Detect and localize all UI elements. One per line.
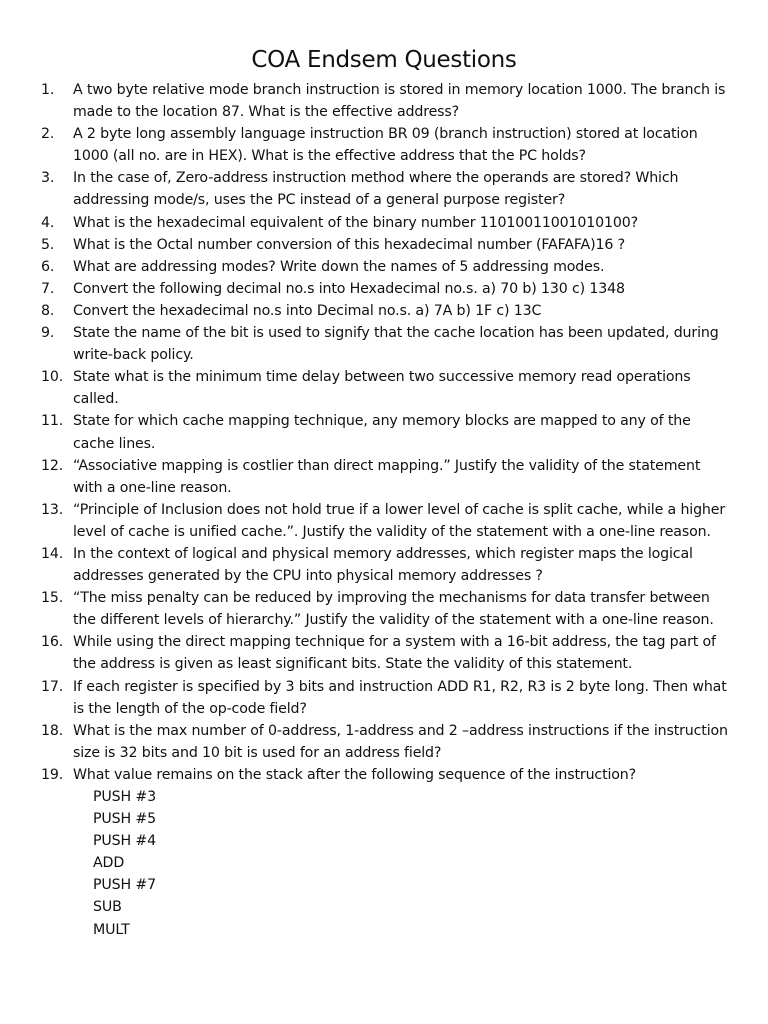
question-number: 1. bbox=[41, 82, 55, 98]
question-text: What value remains on the stack after the following sequence of the instruction? bbox=[73, 766, 637, 783]
question-number: 16. bbox=[41, 634, 64, 651]
question-item bbox=[41, 123, 731, 167]
question-number: 5. bbox=[41, 236, 55, 253]
question-item bbox=[41, 543, 731, 587]
question-number: 8. bbox=[41, 302, 55, 319]
question-number: 3. bbox=[41, 170, 55, 187]
instruction-line: PUSH #4 bbox=[93, 833, 156, 850]
question-text: State what is the minimum time delay between two successive memory read operations called. bbox=[73, 369, 691, 408]
question-number: 2. bbox=[41, 126, 55, 143]
question-text: What is the max number of 0-address, 1-address and 2 –address instructions if the instruction size is 32 bits and 10 bit is used for an address field? bbox=[73, 722, 728, 761]
question-number: 12. bbox=[41, 457, 64, 474]
question-number: 19. bbox=[41, 766, 64, 783]
question-item bbox=[41, 366, 731, 410]
question-text: What is the Octal number conversion of this hexadecimal number (FAFAFA)16 ? bbox=[73, 236, 625, 253]
question-text: Convert the hexadecimal no.s into Decimal no.s. a) 7A b) 1F c) 13C bbox=[73, 302, 542, 319]
question-number: 11. bbox=[41, 413, 64, 430]
question-text: While using the direct mapping technique for a system with a 16-bit address, the tag part of the address is given as least significant bits. State the validity of this statement. bbox=[73, 634, 716, 673]
question-item bbox=[41, 455, 731, 499]
question-text: What are addressing modes? Write down the names of 5 addressing modes. bbox=[73, 258, 605, 275]
question-item bbox=[41, 234, 731, 256]
question-text: Convert the following decimal no.s into Hexadecimal no.s. a) 70 b) 130 c) 1348 bbox=[73, 280, 625, 297]
instruction-line: MULT bbox=[93, 921, 130, 938]
question-text: What is the hexadecimal equivalent of the binary number 11010011001010100? bbox=[73, 214, 639, 231]
question-item bbox=[41, 256, 731, 278]
question-text: In the case of, Zero-address instruction method where the operands are stored? Which addressing mode/s, uses the PC instead of a general purpose register? bbox=[73, 170, 679, 209]
question-number: 13. bbox=[41, 501, 64, 518]
instruction-line: PUSH #7 bbox=[93, 877, 156, 894]
instruction-sequence bbox=[73, 786, 731, 941]
question-item bbox=[41, 300, 731, 322]
question-number: 7. bbox=[41, 280, 55, 297]
question-item bbox=[41, 499, 731, 543]
instruction-line: ADD bbox=[93, 855, 125, 872]
question-item bbox=[41, 587, 731, 631]
question-item bbox=[41, 720, 731, 764]
question-list bbox=[41, 79, 731, 941]
question-item bbox=[41, 410, 731, 454]
question-item bbox=[41, 212, 731, 234]
question-text: A 2 byte long assembly language instruction BR 09 (branch instruction) stored at location 1000 (all no. are in HEX). What is the effective address that the PC holds? bbox=[73, 126, 698, 165]
question-item bbox=[41, 278, 731, 300]
question-text: State for which cache mapping technique, any memory blocks are mapped to any of the cache lines. bbox=[73, 413, 691, 452]
instruction-line: PUSH #3 bbox=[93, 789, 156, 805]
question-number: 14. bbox=[41, 545, 64, 562]
question-text: “Principle of Inclusion does not hold true if a lower level of cache is split cache, while a higher level of cache is unified cache.”. Justify the validity of the statement with a one-line reason. bbox=[73, 501, 726, 540]
question-item bbox=[41, 167, 731, 211]
question-text: “Associative mapping is costlier than direct mapping.” Justify the validity of the statement with a one-line reason. bbox=[73, 457, 701, 496]
question-number: 10. bbox=[41, 369, 64, 386]
instruction-line: SUB bbox=[93, 899, 122, 916]
question-text: State the name of the bit is used to signify that the cache location has been updated, during write-back policy. bbox=[73, 325, 719, 364]
question-number: 4. bbox=[41, 214, 55, 231]
question-item bbox=[41, 764, 731, 941]
question-number: 18. bbox=[41, 722, 64, 739]
question-text: A two byte relative mode branch instruction is stored in memory location 1000. The branch is made to the location 87. What is the effective address? bbox=[73, 82, 726, 121]
document-title: COA Endsem Questions bbox=[251, 47, 517, 73]
question-text: In the context of logical and physical memory addresses, which register maps the logical addresses generated by the CPU into physical memory addresses ? bbox=[73, 545, 693, 585]
question-text: If each register is specified by 3 bits and instruction ADD R1, R2, R3 is 2 byte long. Then what is the length of the op-code field? bbox=[73, 678, 727, 717]
question-number: 17. bbox=[41, 678, 64, 695]
question-number: 9. bbox=[41, 325, 55, 342]
question-item bbox=[41, 676, 731, 720]
question-number: 6. bbox=[41, 258, 55, 275]
question-number: 15. bbox=[41, 590, 64, 607]
instruction-line: PUSH #5 bbox=[93, 811, 156, 828]
question-text: “The miss penalty can be reduced by improving the mechanisms for data transfer between the different levels of hierarchy.” Justify the validity of the statement with a one-line reason. bbox=[73, 590, 714, 629]
question-item bbox=[41, 631, 731, 675]
question-item bbox=[41, 79, 731, 123]
question-item bbox=[41, 322, 731, 366]
